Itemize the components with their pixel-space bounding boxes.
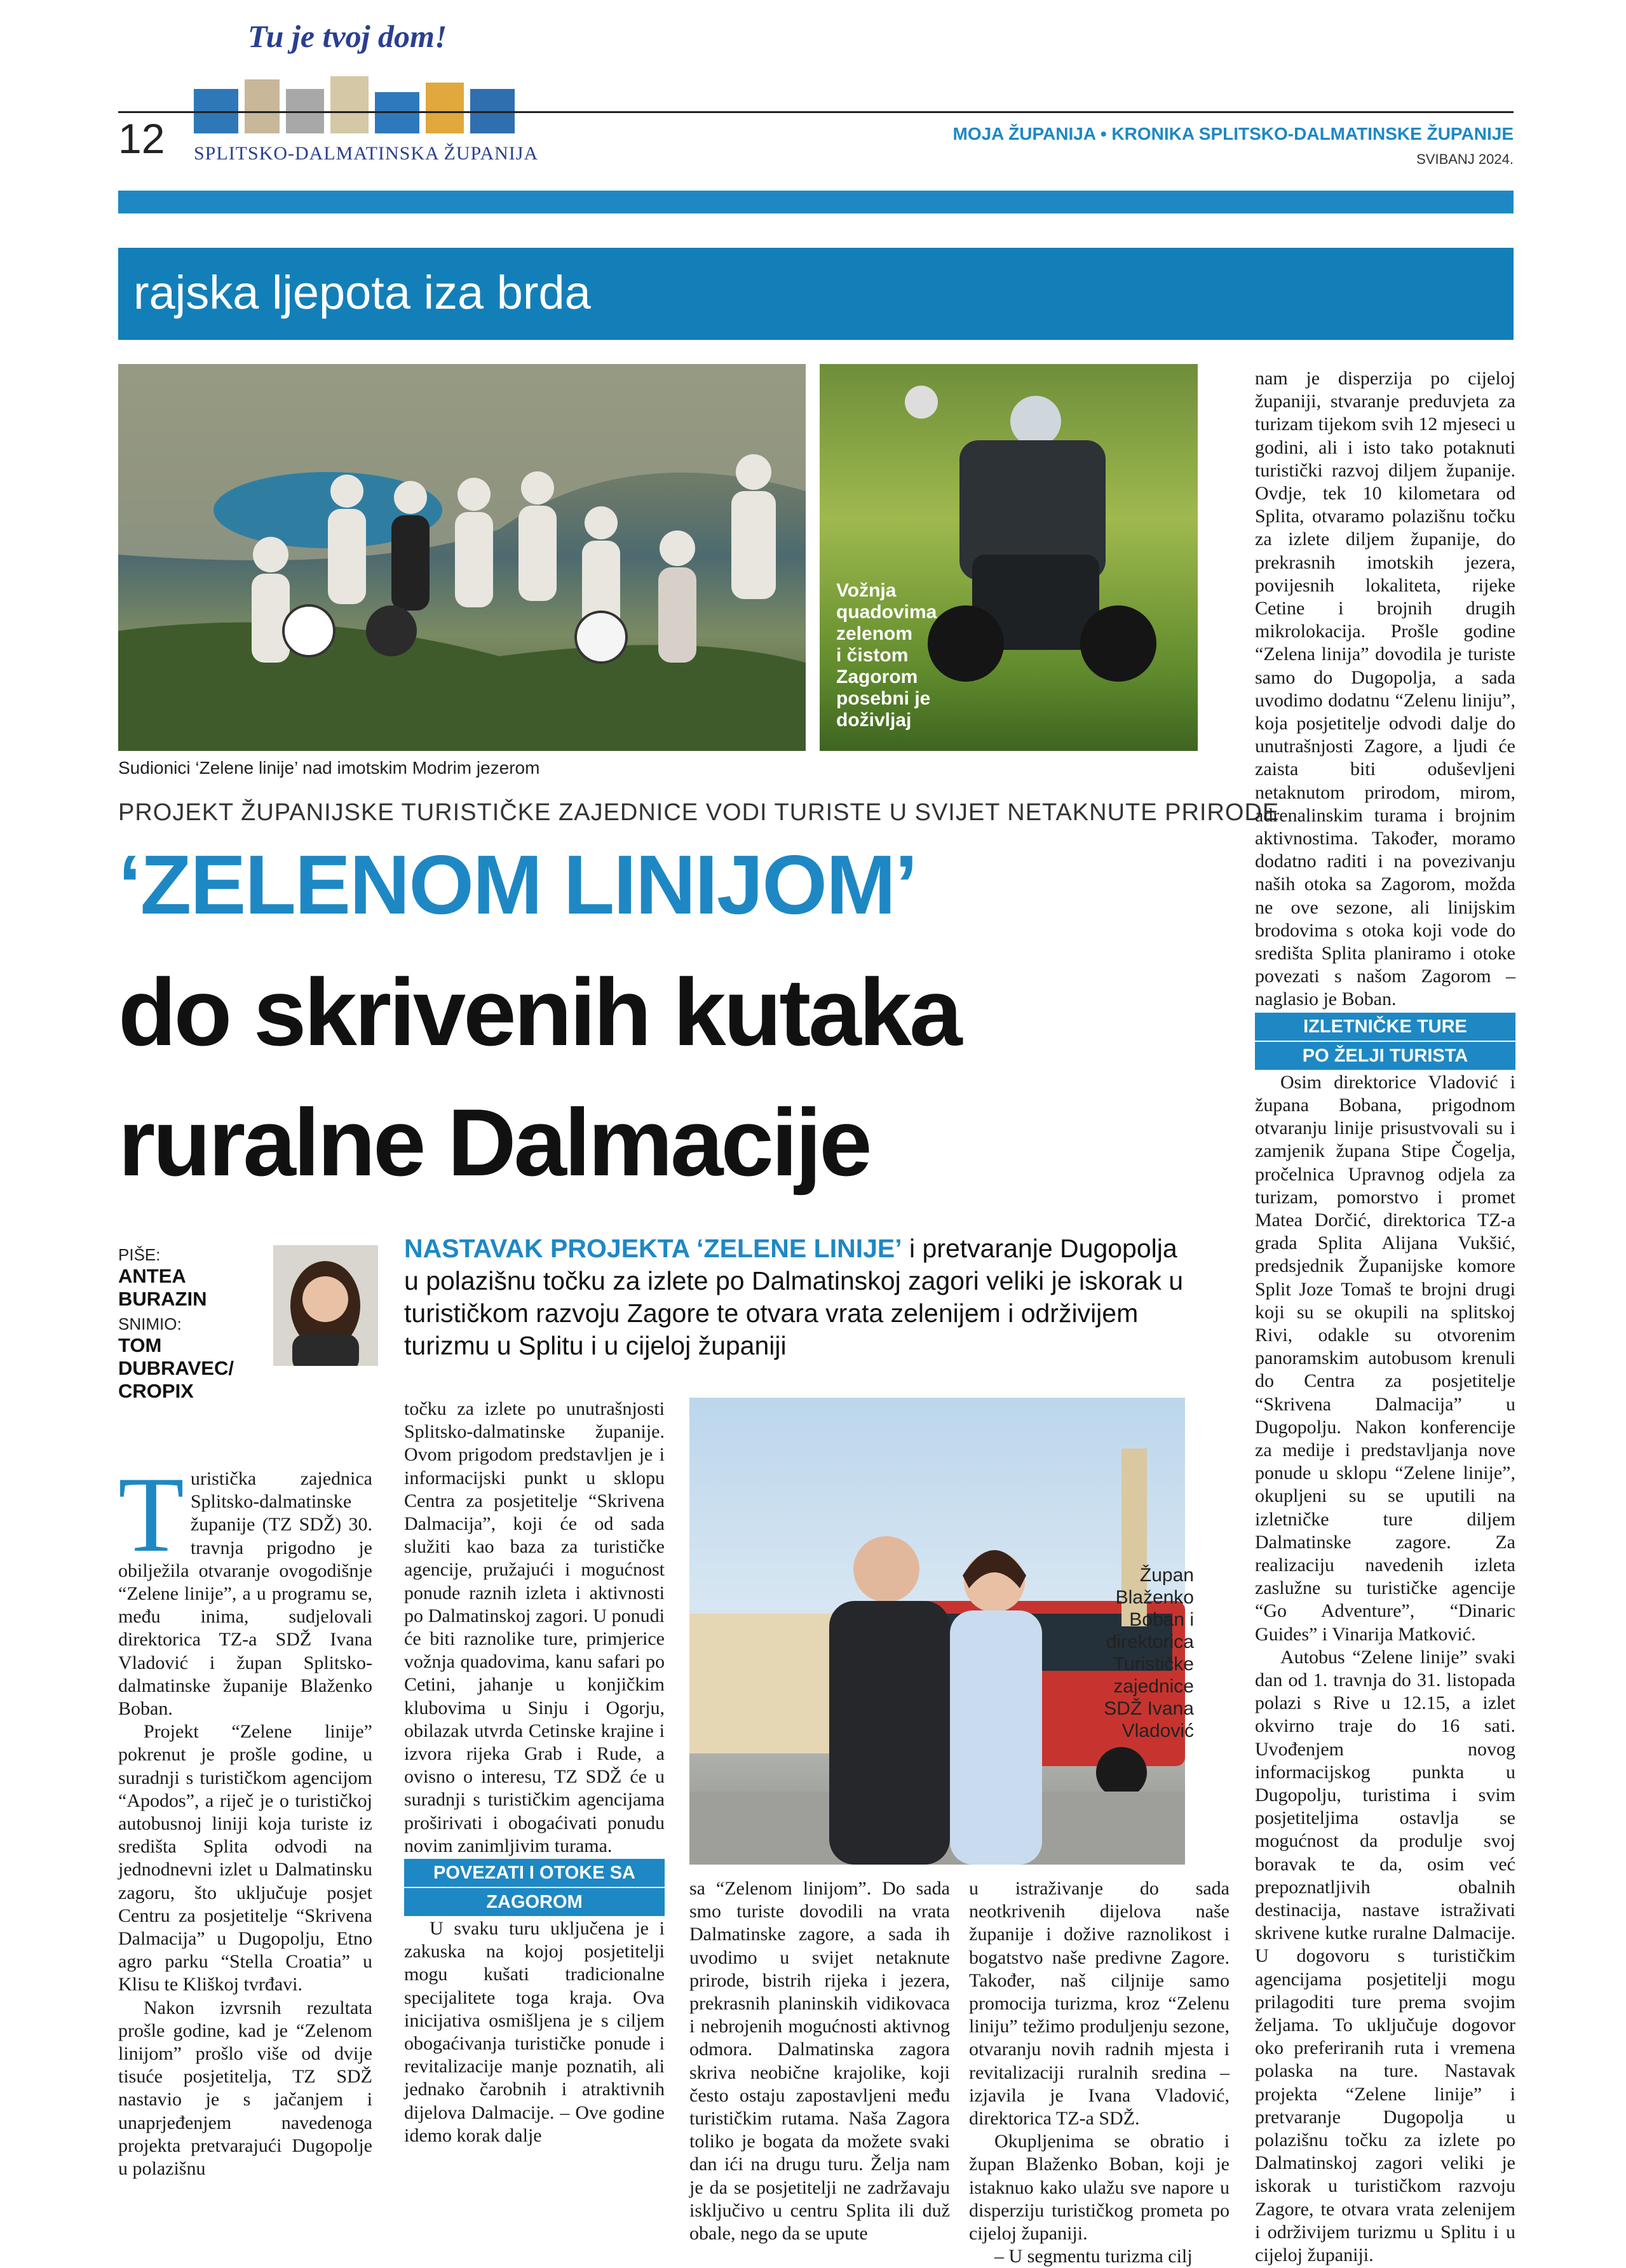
byline-photographer: CROPIX (118, 1380, 194, 1402)
article-column-4 (969, 1877, 1230, 2268)
paragraph: Projekt “Zelene linije” pokrenut je prošle godine, u suradnji s turističkom agencijom “Apodos”, a riječ je o turističkoj autobusnoj liniji koja turiste iz središta Splita odvodi na jednodnevni izlet u Dalmatinsku zagoru, što uključuje posjet Centru za posjetitelje “Skrivena Dalmacija” u Dugopolju, Etno agro parku “Stella Croatia” u Klisu te Kliškoj tvrđavi. (118, 1721, 372, 1995)
subhead-povezati: POVEZATI I OTOKE SA (404, 1859, 665, 1887)
article-column-1 (118, 1455, 372, 2180)
issue-date: SVIBANJ 2024. (1416, 151, 1514, 167)
headline-line-3: ruralne Dalmacije (118, 1089, 870, 1196)
dropcap: T (118, 1455, 184, 1574)
masthead-rule (118, 111, 1514, 113)
photo-main-caption: Sudionici ‘Zelene linije’ nad imotskim Modrim jezerom (118, 758, 540, 778)
photo-modro-jezero (118, 364, 806, 751)
quad-caption-line: Vožnja (836, 580, 897, 601)
quad-caption-line: i čistom (836, 645, 909, 666)
article-lead (404, 1232, 1195, 1362)
bus-caption-line: SDŽ Ivana (1104, 1698, 1194, 1719)
paragraph: sa “Zelenom linijom”. Do sada smo turiste dovodili na vrata Dalmatinske zagore, a sada ih uvodimo u svijet netaknute prirode, bistrih rijeka i jezera, prekrasnih planinskih vidikovaca i nebrojenih mogućnosti aktivnog odmora. Dalmatinska zagora skriva neobične krajolike, koji često ostaju zapostavljeni među turističkim rutama. Naša Zagora toliko je bogata da možete svaki dan ići na drugu turu. Želja nam je da se posjetitelji ne zadržavaju isključivo u centru Splita ili duž obale, nego da se upute (689, 1878, 950, 2244)
bus-caption-line: Turističke (1113, 1654, 1194, 1675)
masthead-county-name: SPLITSKO-DALMATINSKA ŽUPANIJA (194, 143, 539, 164)
masthead (0, 0, 1626, 241)
paragraph: Autobus “Zelene linije” svaki dan od 1. travnja do 31. listopada polazi s Rive u 12.15, a izlet okvirno traje do 16 sati. Uvođenjem novog informacijskog punkta u Dugopolju, turistima i svim posjetiteljima ostavlja se mogućnost da produlje svoj boravak te da, osim već prepoznatljivih obalnih destinacija, nastave istraživati skrivene kutke ruralne Dalmacije. U dogovoru s turističkim agencijama posjetitelji mogu prilagoditi ture prema svojim željama. To uključuje dogovor oko preferiranih ruta i vremena polaska na ture. Nastavak projekta “Zelene linije” i pretvaranje Dugopolja u polazišnu točku za izlete po Dalmatinskoj zagori veliki je iskorak u turističkom razvoju Zagore, te otvara vrata zelenijem i održivijem turizmu u Splitu i u cijeloj županiji. (1255, 1646, 1515, 2266)
masthead-slogan: Tu je tvoj dom! (248, 18, 447, 54)
subhead-povezati: ZAGOROM (404, 1888, 665, 1916)
subhead-izletnicke: PO ŽELJI TURISTA (1255, 1042, 1515, 1070)
rubric-bar (118, 248, 1514, 340)
byline (118, 1245, 264, 1403)
lead-text: i pretvaranje Dugopolja u polazišnu točku za izlete po Dalmatinskoj zagori veliki je iskorak u turističkom razvoju Zagore te otvara vrata zelenijem i održivijem turizmu u Splitu i u cijeloj županiji (404, 1234, 1184, 1360)
article-column-3 (689, 1877, 950, 2245)
headline-line-2: do skrivenih kutaka (118, 959, 960, 1065)
photo-quad (820, 364, 1198, 751)
county-logo (194, 70, 524, 140)
subhead-izletnicke: IZLETNIČKE TURE (1255, 1013, 1515, 1041)
quad-caption-line: quadovima (836, 602, 937, 623)
quad-caption-line: zelenom (836, 623, 913, 644)
bus-caption-line: Blaženko (1115, 1587, 1194, 1608)
paragraph: točku za izlete po unutrašnjosti Splitsko-dalmatinske županije. Ovom prigodom predstavljen je i informacijski punkt u sklopu Centra za posjetitelje “Skrivena Dalmacija”, koji će od sada služiti kao baza za turističke agencije, pružajući i mogućnost ponude raznih izleta i aktivnosti po Dalmatinskoj zagori. U ponudi će biti raznolike ture, primjerice vožnja quadovima, kanu safari po Cetini, jahanje u konjičkim klubovima u Sinju i Ogorju, obilazak utvrda Cetinske krajine i izvora rijeka Grab i Rude, a ovisno o interesu, TZ SDŽ će u suradnji s turističkim agencijama proširivati i obogaćivati ponudu novim zanimljivim turama. (404, 1398, 665, 1856)
paragraph: Osim direktorice Vladović i župana Bobana, prigodnom otvaranju linije prisustvovali su i zamjenik župana Stipe Čogelja, pročelnica Upravnog odjela za turizam, pomorstvo i promet Matea Dorčić, direktorica TZ-a grada Splita Alijana Vukšić, predsjednik Županijske komore Split Joze Tomaš te brojni drugi koji su se okupili na splitskoj Rivi, odakle su otvorenim panoramskim autobusom krenuli do Centra za posjetitelje “Skrivena Dalmacija” u Dugopolju. Nakon konferencije za medije i predstavljanja nove ponude u sklopu “Zelene linije”, okupljeni su se uputili na izletničke ture diljem Dalmatinske zagore. Za realizaciju navedenih izleta zaslužne su turističke agencije “Go Adventure”, “Dinaric Guides” i Vinarija Matković. (1255, 1071, 1515, 1645)
quad-caption-line: Zagorom (836, 666, 918, 687)
byline-photo-label: SNIMIO: (118, 1314, 182, 1333)
photo-group-illustration (118, 364, 806, 751)
paragraph: U svaku turu uključena je i zakuska na kojoj posjetitelji mogu kušati tradicionalne specijalitete toga kraja. Ova inicijativa osmišljena je s ciljem obogaćivanja turističke ponude i revitalizacije manje poznatih, ali jednako čarobnih i atraktivnih dijelova Dalmacije. – Ove godine idemo korak dalje (404, 1918, 665, 2146)
byline-author-label: PIŠE: (118, 1245, 161, 1264)
section-line: MOJA ŽUPANIJA • KRONIKA SPLITSKO-DALMATINSKE ŽUPANIJE (952, 124, 1514, 144)
article-column-5 (1255, 367, 1515, 2267)
bus-caption-line: Vladović (1121, 1720, 1194, 1741)
author-avatar (273, 1245, 378, 1366)
paragraph: nam je disperzija po cijeloj županiji, stvaranje preduvjeta za turizam tijekom svih 12 mjeseci u godini, ali i isto tako potaknuti turistički razvoj diljem županije. Ovdje, tek 10 kilometara od Splita, otvaramo polazišnu točku za izlete diljem županije, do prekrasnih imotskih jezera, povijesnih lokaliteta, rijeke Cetine i brojnih drugih mikrolokacija. Prošle godine “Zelena linija” dovodila je turiste samo do Dugopolja, a sada uvodimo dodatnu “Zelenu liniju”, koja posjetitelje odvodi dalje do unutrašnjosti Zagore, a ljudi će zaista biti oduševljeni netaknutom prirodom, mirom, adrenalinskim turama i brojnim aktivnostima. Također, moramo dodatno raditi i na povezivanju naših otoka sa Zagorom, možda ne ove sezone, ali linijskim brodovima s otoka koji vode do središta Splita planiramo i otoke povezati s našom Zagorom – naglasio je Boban. (1255, 368, 1515, 1010)
lead-bold: NASTAVAK PROJEKTA ‘ZELENE LINIJE’ (404, 1234, 902, 1263)
byline-author: ANTEA (118, 1265, 186, 1287)
rubric-label: rajska ljepota iza brda (133, 266, 591, 319)
bus-caption-line: zajednice (1113, 1676, 1194, 1697)
byline-photographer: DUBRAVEC/ (118, 1357, 234, 1379)
bus-caption (1067, 1564, 1194, 1742)
article-kicker: PROJEKT ŽUPANIJSKE TURISTIČKE ZAJEDNICE VODI TURISTE U SVIJET NETAKNUTE PRIRODE (118, 799, 1280, 826)
paragraph: u istraživanje do sada neotkrivenih dijelova naše županije i doživе raznolikost i bogatstvo naše predivne Zagore. Također, naš ciljnije samo promocija turizma, kroz “Zelenu liniju” težimo produljenju sezone, otvaranju novih radnih mjesta i revitalizaciji ruralnih sredina – izjavila je Ivana Vladović, direktorica TZ-a SDŽ. (969, 1878, 1230, 2130)
quad-caption (836, 580, 937, 731)
article-column-2 (404, 1398, 665, 2147)
quad-caption-line: posebni je (836, 688, 931, 709)
byline-photographer: TOM (118, 1334, 162, 1356)
page-number: 12 (118, 115, 165, 162)
blue-band (118, 191, 1514, 213)
byline-author: BURAZIN (118, 1288, 207, 1310)
bus-caption-line: direktorica (1106, 1631, 1194, 1652)
paragraph: Nakon izvrsnih rezultata prošle godine, kad je “Zelenom linijom” prošlo više od dvije tisuće posjetitelja, TZ SDŽ nastavio je s jačanjem i unaprjeđenjem navedenoga projekta pretvarajući Dugopolje u polazišnu (118, 1997, 372, 2180)
quad-caption-line: doživljaj (836, 710, 912, 731)
headline-blue: ‘ZELENOM LINIJOM’ (118, 838, 917, 931)
bus-caption-line: Boban i (1129, 1609, 1194, 1630)
paragraph: – U segmentu turizma cilj (994, 2246, 1193, 2267)
paragraph: Okupljenima se obratio i župan Blaženko Boban, koji je istaknuo kako ulažu sve napore u disperziju turističkog prometa po cijeloj županiji. (969, 2131, 1230, 2244)
bus-caption-line: Župan (1139, 1565, 1194, 1586)
paragraph: uristička zajednica Splitsko-dalmatinske županije (TZ SDŽ) 30. travnja prigodno je obilježila otvaranje ovogodišnje “Zelene linije”, a u programu se, među inima, sudjelovali direktorica TZ-a SDŽ Ivana Vladović i župan Splitsko-dalmatinske županije Blaženko Boban. (118, 1468, 372, 1720)
